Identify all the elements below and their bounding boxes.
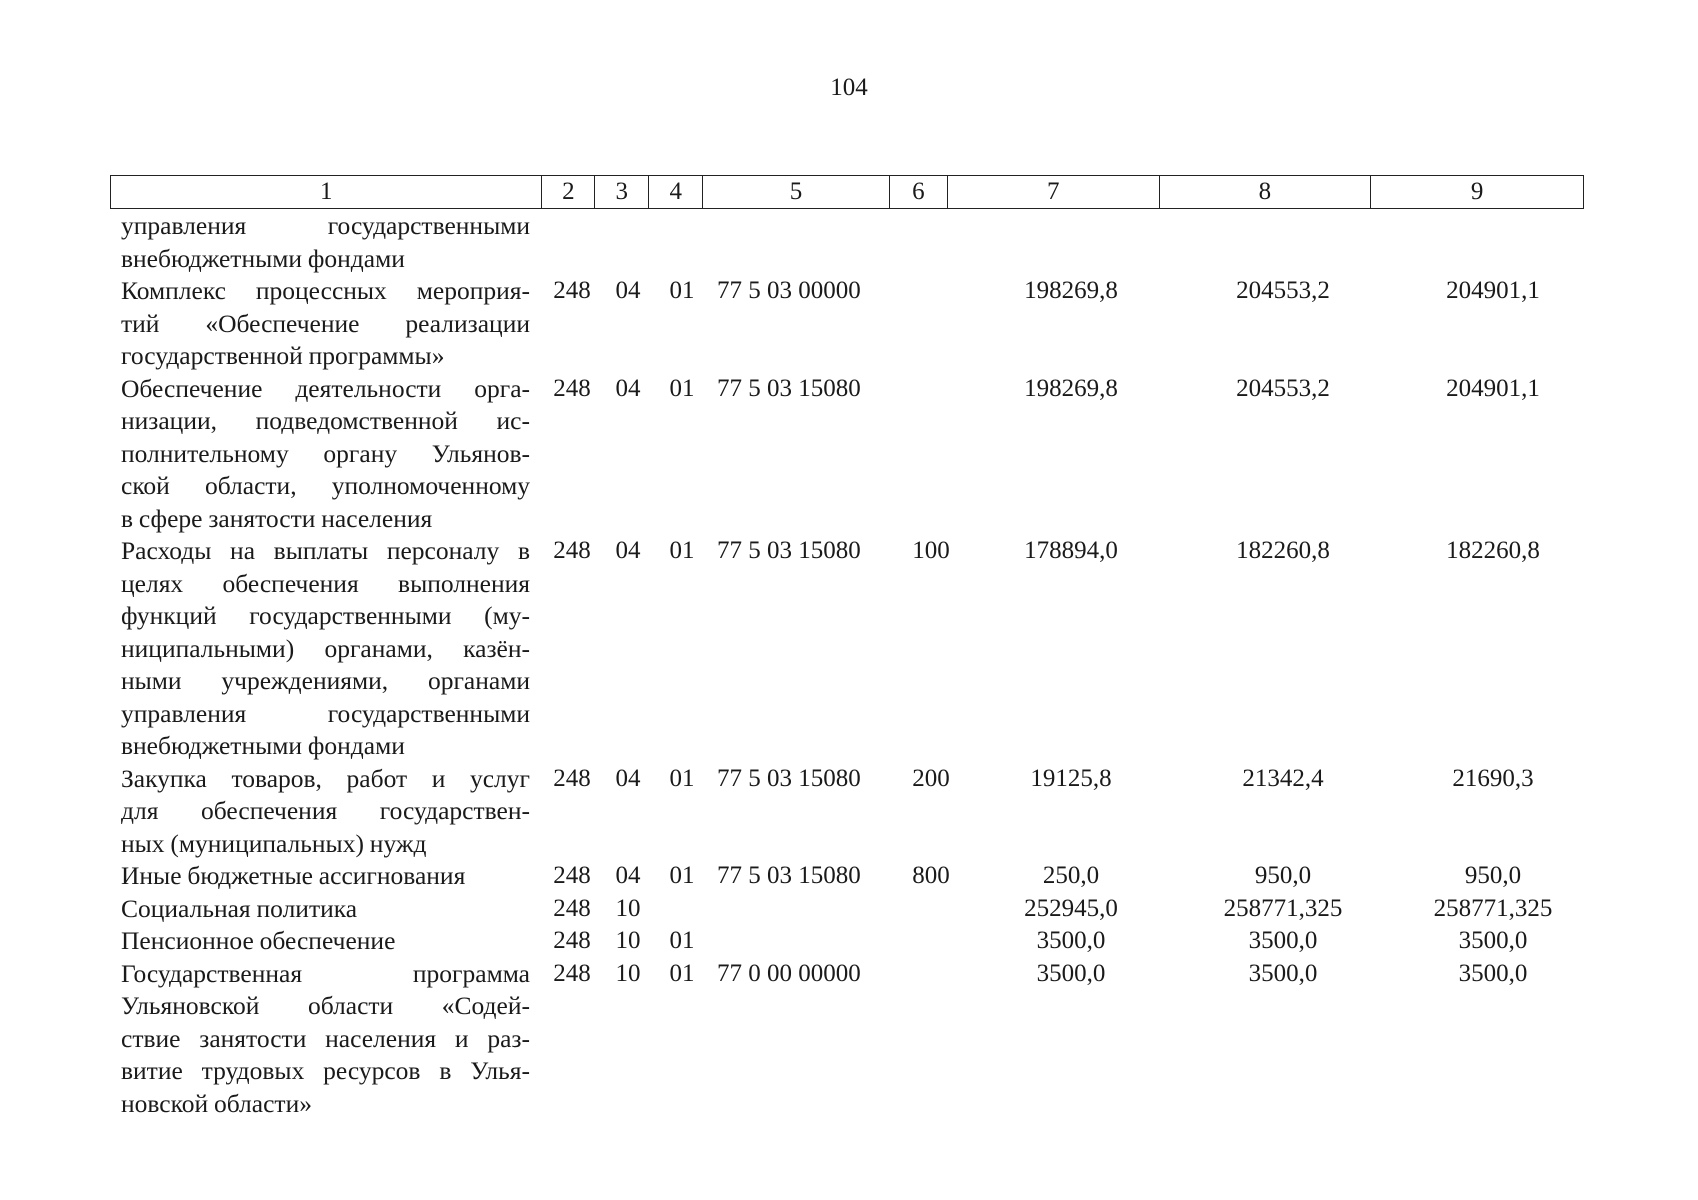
description-line: витие трудовых ресурсов в Улья- <box>121 1056 530 1085</box>
table-header-row <box>110 175 1584 209</box>
cell-c7: 250,0 <box>1042 862 1100 889</box>
cell-c9: 182260,8 <box>1446 537 1540 564</box>
cell-c4: 01 <box>669 764 695 792</box>
description-line: тий «Обеспечение реализации <box>121 308 530 338</box>
description-line: ными учреждениями, органами <box>121 666 530 695</box>
table-row <box>0 925 1698 958</box>
header-cell-8: 8 <box>1159 176 1371 208</box>
page-number: 104 <box>830 74 868 101</box>
cell-c8: 950,0 <box>1254 862 1312 889</box>
cell-c3: 04 <box>615 537 641 564</box>
cell-c4: 01 <box>669 374 695 402</box>
cell-c5: 77 0 00 00000 <box>717 959 861 987</box>
cell-c2: 248 <box>553 277 591 304</box>
description-line: ных (муниципальных) нужд <box>121 828 427 858</box>
description-line: Закупка товаров, работ и услуг <box>121 763 530 793</box>
cell-c6: 800 <box>912 862 950 889</box>
description-line: ской области, уполномоченному <box>121 471 530 500</box>
cell-c3: 10 <box>615 927 641 954</box>
description-line: управления государственными <box>121 698 530 728</box>
cell-c2: 248 <box>553 927 591 954</box>
row-description <box>121 860 530 893</box>
description-line: полнительному органу Ульянов- <box>121 438 530 468</box>
description-line: внебюджетными фондами <box>121 731 405 760</box>
cell-c4: 01 <box>669 277 695 304</box>
header-cell-9: 9 <box>1370 176 1583 208</box>
cell-c7: 19125,8 <box>1030 764 1112 792</box>
table-row <box>0 535 1698 763</box>
cell-c5: 77 5 03 00000 <box>717 277 861 304</box>
row-description <box>121 373 530 536</box>
cell-c9: 204901,1 <box>1446 277 1540 304</box>
table-row <box>0 763 1698 861</box>
header-cell-6: 6 <box>889 176 947 208</box>
cell-c3: 10 <box>615 959 641 987</box>
table-row <box>0 893 1698 926</box>
cell-c9: 950,0 <box>1464 862 1522 889</box>
cell-c2: 248 <box>553 764 591 792</box>
description-line: ниципальными) органами, казён- <box>121 633 530 663</box>
cell-c8: 204553,2 <box>1236 277 1330 304</box>
cell-c2: 248 <box>553 862 591 889</box>
cell-c6: 200 <box>912 764 950 792</box>
description-line: Социальная политика <box>121 893 358 923</box>
cell-c5: 77 5 03 15080 <box>717 862 861 889</box>
cell-c8: 182260,8 <box>1236 537 1330 564</box>
cell-c2: 248 <box>553 959 591 987</box>
cell-c3: 04 <box>615 374 641 402</box>
description-line: Пенсионное обеспечение <box>121 926 396 955</box>
table-row <box>0 210 1698 275</box>
cell-c9: 21690,3 <box>1452 764 1534 792</box>
cell-c2: 248 <box>553 537 591 564</box>
description-line: государственной программы» <box>121 341 445 370</box>
cell-c8: 258771,325 <box>1223 894 1343 922</box>
cell-c7: 198269,8 <box>1024 277 1118 304</box>
cell-c9: 204901,1 <box>1446 374 1540 402</box>
cell-c8: 204553,2 <box>1236 374 1330 402</box>
row-description <box>121 210 530 275</box>
row-description <box>121 925 530 958</box>
header-cell-3: 3 <box>594 176 648 208</box>
description-line: Обеспечение деятельности орга- <box>121 373 530 403</box>
description-line: Иные бюджетные ассигнования <box>121 861 466 890</box>
cell-c8: 3500,0 <box>1248 959 1318 987</box>
cell-c4: 01 <box>669 537 695 564</box>
description-line: Ульяновской области «Содей- <box>121 991 530 1020</box>
table-row <box>0 860 1698 893</box>
cell-c9: 258771,325 <box>1433 894 1553 922</box>
description-line: новской области» <box>121 1088 312 1118</box>
cell-c2: 248 <box>553 374 591 402</box>
description-line: функций государственными (му- <box>121 601 530 630</box>
cell-c4: 01 <box>669 927 695 954</box>
cell-c8: 21342,4 <box>1242 764 1324 792</box>
header-cell-2: 2 <box>541 176 594 208</box>
header-cell-4: 4 <box>648 176 702 208</box>
cell-c7: 3500,0 <box>1036 959 1106 987</box>
cell-c9: 3500,0 <box>1458 927 1528 954</box>
description-line: ствие занятости населения и раз- <box>121 1023 530 1053</box>
header-cell-7: 7 <box>947 176 1159 208</box>
row-description <box>121 535 530 763</box>
description-line: низации, подведомственной ис- <box>121 406 530 435</box>
cell-c7: 3500,0 <box>1036 927 1106 954</box>
header-cell-5: 5 <box>702 176 889 208</box>
cell-c7: 178894,0 <box>1024 537 1118 564</box>
cell-c5: 77 5 03 15080 <box>717 374 861 402</box>
cell-c3: 04 <box>615 764 641 792</box>
description-line: Расходы на выплаты персоналу в <box>121 536 530 565</box>
table-row <box>0 958 1698 1121</box>
header-cell-1: 1 <box>319 178 333 205</box>
description-line: Государственная программа <box>121 958 530 988</box>
table-row <box>0 275 1698 373</box>
row-description <box>121 893 530 926</box>
cell-c5: 77 5 03 15080 <box>717 764 861 792</box>
cell-c3: 04 <box>615 862 641 889</box>
description-line: управления государственными <box>121 211 530 240</box>
description-line: Комплекс процессных мероприя- <box>121 276 530 305</box>
description-line: внебюджетными фондами <box>121 243 405 273</box>
cell-c9: 3500,0 <box>1458 959 1528 987</box>
cell-c8: 3500,0 <box>1248 927 1318 954</box>
cell-c7: 198269,8 <box>1024 374 1118 402</box>
cell-c6: 100 <box>912 537 950 564</box>
cell-c7: 252945,0 <box>1024 894 1118 922</box>
cell-c4: 01 <box>669 862 695 889</box>
description-line: для обеспечения государствен- <box>121 796 530 825</box>
row-description <box>121 958 530 1121</box>
cell-c5: 77 5 03 15080 <box>717 537 861 564</box>
description-line: в сфере занятости населения <box>121 503 433 533</box>
row-description <box>121 763 530 861</box>
cell-c3: 10 <box>615 894 641 922</box>
cell-c3: 04 <box>615 277 641 304</box>
table-body <box>0 210 1698 1120</box>
table-row <box>0 373 1698 536</box>
row-description <box>121 275 530 373</box>
cell-c2: 248 <box>553 894 591 922</box>
description-line: целях обеспечения выполнения <box>121 568 530 598</box>
cell-c4: 01 <box>669 959 695 987</box>
